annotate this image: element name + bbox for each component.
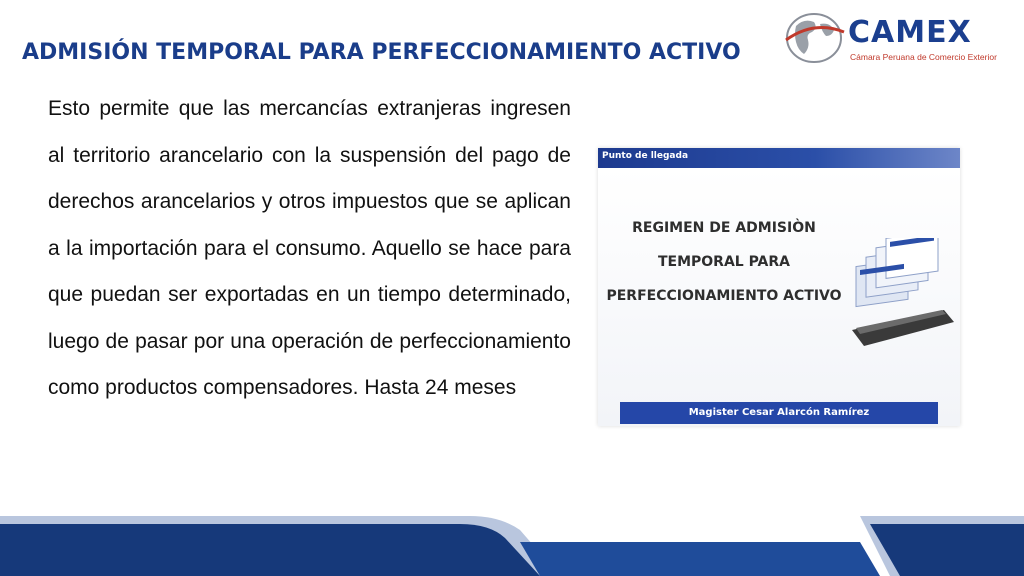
image-body xyxy=(598,168,960,426)
body-paragraph: Esto permite que las mercancías extranjeras ingresen al territorio arancelario con la suspensión del pago de derechos arancelarios y otros impuestos que se aplican a la importación para el consumo. Aquello se hace para que puedan ser exportadas en un tiempo determinado, luego de pasar por una operación de perfeccionamiento como productos compensadores. Hasta 24 meses xyxy=(48,97,571,399)
bottom-decorative-band xyxy=(0,508,1024,576)
image-title-line: REGIMEN DE ADMISIÒN xyxy=(632,220,816,236)
image-title-line: TEMPORAL PARA xyxy=(657,254,791,270)
camex-logo xyxy=(784,10,1014,68)
image-footer-bar xyxy=(620,402,938,424)
image-footer-label: Magister Cesar Alarcón Ramírez xyxy=(688,407,870,418)
slide-title: ADMISIÓN TEMPORAL PARA PERFECCIONAMIENTO ACTIVO xyxy=(22,40,741,65)
image-header-bar xyxy=(598,148,960,168)
globe-icon xyxy=(784,10,846,66)
image-header-label: Punto de llegada xyxy=(602,151,689,161)
logo-brand: CAMEX xyxy=(848,15,972,50)
laptop-icon xyxy=(846,238,956,348)
image-title-line: PERFECCIONAMIENTO ACTIVO xyxy=(606,288,842,304)
logo-subtitle: Cámara Peruana de Comercio Exterior xyxy=(850,52,997,62)
embedded-slide-image xyxy=(598,148,960,426)
